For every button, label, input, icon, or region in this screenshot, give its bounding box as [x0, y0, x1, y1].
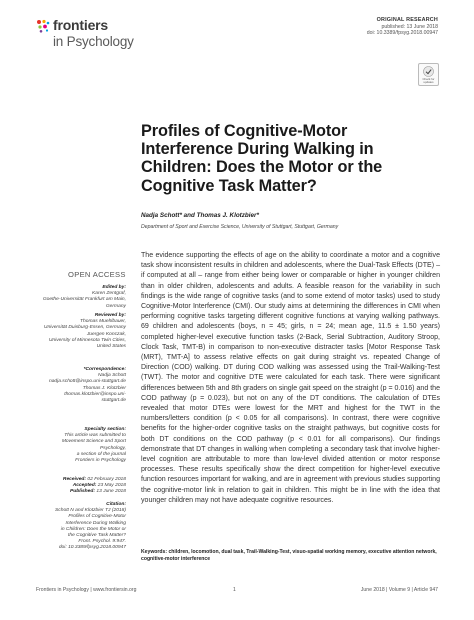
editor-line: Germany [105, 303, 126, 309]
history-label: Published: [69, 489, 95, 495]
specialty-line: Psychology, [99, 445, 126, 451]
correspondence-line: Thomas J. Klotzbier [82, 385, 126, 391]
history-date: 02 February 2018 [87, 477, 126, 482]
journal-name: in Psychology [53, 34, 134, 49]
correspondence-line: Nadja Schott [97, 373, 126, 379]
footer-volume: June 2018 | Volume 9 | Article 947 [360, 587, 438, 593]
frontiers-logo[interactable] [36, 17, 146, 51]
affiliation: Department of Sport and Exercise Science, University of Stuttgart, Stuttgart, Germany [141, 224, 339, 230]
citation-line: Front. Psychol. 9:947. [78, 539, 126, 545]
reviewed-by [16, 313, 126, 350]
edited-by-heading: Edited by: [102, 285, 126, 290]
correspondence-email[interactable]: nadja.schott@inspo.uni-stuttgart.de [48, 379, 126, 385]
article-meta [367, 17, 438, 37]
specialty-line: This article was submitted to [64, 433, 126, 439]
article-type: ORIGINAL RESEARCH [376, 17, 438, 23]
reviewer-line: University of Minnesota Twin Cities, [48, 337, 126, 343]
doi-link[interactable]: doi: 10.3389/fpsyg.2018.00947 [366, 30, 438, 37]
reviewed-by-heading: Reviewed by: [94, 313, 126, 318]
specialty-section [16, 427, 126, 464]
reviewer-line: United States [96, 344, 126, 350]
citation-line: Schott N and Klotzbier TJ (2018) [55, 508, 126, 514]
editor-line: Goethe-Universität Frankfurt am Main, [42, 297, 126, 303]
page-number: 1 [233, 587, 236, 593]
specialty-heading: Specialty section: [84, 427, 126, 432]
editor-line[interactable]: Karen Zentgraf, [92, 291, 126, 297]
correspondence-email[interactable]: thomas.klotzbier@inspo.uni- [64, 391, 126, 397]
reviewer-line: Universität Duisburg-Essen, Germany [43, 325, 126, 331]
abstract-text: The evidence supporting the effects of age on the ability to coordinate a motor and a cognitive task show inconsistent results in children and adolescents, where the Dual-Task Effects (DTE) – if computed at all – range from either being lower or comparable or higher in younger children than in older children, adolescents and adults. A feasible reason for the variability in such findings is the wide range of cognitive tasks (and to some extend of motor tasks) used to study Cognitive-Motor Interference (CMI). Our study aims at determining the differences in CMI when performing cognitive tasks targeting different cognitive functions at varying walking pathways. 69 children and adolescents (boys, n = 45; girls, n = 24; mean age, 11.5 ± 1.50 years) completed higher-level executive function tasks (2-Back, Serial Subtraction, Auditory Stroop, Clock Task, TMT-B) in comparison to non-executive distracter tasks [Motor Response Task (MRT), TMT-A] to assess relative effects on gait during straight vs. repeated Change of Direction (COD) walking. DT during COD walking was assessed using the Trail-Walking-Test (TWT). The motor and cognitive DTE were calculated for each task. There were significant differences between 5th and 8th graders on single gait speed on the straight (p = 0.016) and the COD pathway (p = 0.023), but not on any of the DT conditions. The calculation of DTEs revealed that motor DTEs were lowest for the MRT and highest for the TWT in the numbers/letters condition (p < 0.05 for all comparisons). In contrast, there were cognitive benefits for the higher-order cognitive tasks on the straight pathways, but cognitive costs for both DT conditions on the COD pathway (p < 0.01 for all comparisons). Our findings demonstrate that DT changes in walking when completing a secondary task that involve higher-level cognition are attributable to more than low-level divided attention or motor response processes. These results specifically show the direct competition for higher-level executive function resources important for walking, and are in agreement with previous studies supporting the cognitive-motor link in relation to gait in children. This might be in line with the idea that younger children may not have adequate cognitive resources. [141, 252, 440, 504]
history-date: 13 June 2018 [96, 489, 126, 495]
correspondence [16, 367, 126, 404]
citation-line: Profiles of Cognitive-Motor [68, 514, 126, 520]
authors[interactable]: Nadja Schott* and Thomas J. Klotzbier* [141, 212, 259, 219]
history-row [16, 489, 126, 495]
brand-name: frontiers [53, 17, 108, 33]
crossmark-button[interactable] [418, 63, 439, 86]
citation [16, 502, 126, 552]
footer-journal-link[interactable]: Frontiers in Psychology | www.frontiersin.org [36, 587, 137, 593]
keywords-list: children, locomotion, dual task, Trail-Walking-Test, visuo-spatial working memory, executive attention network, cognitive-motor interference [141, 549, 437, 562]
citation-doi[interactable]: doi: 10.3389/fpsyg.2018.00947 [58, 545, 126, 551]
article-title: Profiles of Cognitive-Motor Interference During Walking in Children: Does the Motor or the Cognitive Task Matter? [141, 122, 383, 195]
crossmark-label: Check for updates [422, 77, 435, 84]
citation-line: the Cognitive Task Matter? [68, 533, 126, 539]
page-footer [36, 587, 438, 595]
article-history [16, 477, 126, 496]
correspondence-heading: *Correspondence: [83, 367, 126, 372]
citation-line: in Children: Does the Motor or [60, 526, 126, 532]
specialty-line: Movement Science and Sport [61, 439, 126, 445]
crossmark-icon [423, 66, 434, 77]
frontiers-dots-icon [36, 19, 50, 33]
edited-by [16, 285, 126, 310]
keywords-label: Keywords: [141, 549, 168, 555]
specialty-line: Frontiers in Psychology [75, 458, 126, 464]
history-date: 23 May 2018 [97, 483, 126, 489]
citation-line: Interference During Walking [65, 520, 126, 526]
reviewer-line[interactable]: Thomas Muehlbauer, [80, 319, 126, 325]
reviewer-line[interactable]: Juergen Konczak, [86, 331, 126, 337]
specialty-line: a section of the journal [76, 451, 126, 457]
citation-heading: Citation: [106, 502, 126, 507]
open-access-label: OPEN ACCESS [68, 270, 126, 279]
history-label: Received: [62, 477, 87, 482]
keywords [141, 549, 440, 563]
history-label: Accepted: [72, 483, 97, 489]
correspondence-email[interactable]: stuttgart.de [101, 398, 126, 404]
published-date: published: 13 June 2018 [381, 23, 438, 30]
